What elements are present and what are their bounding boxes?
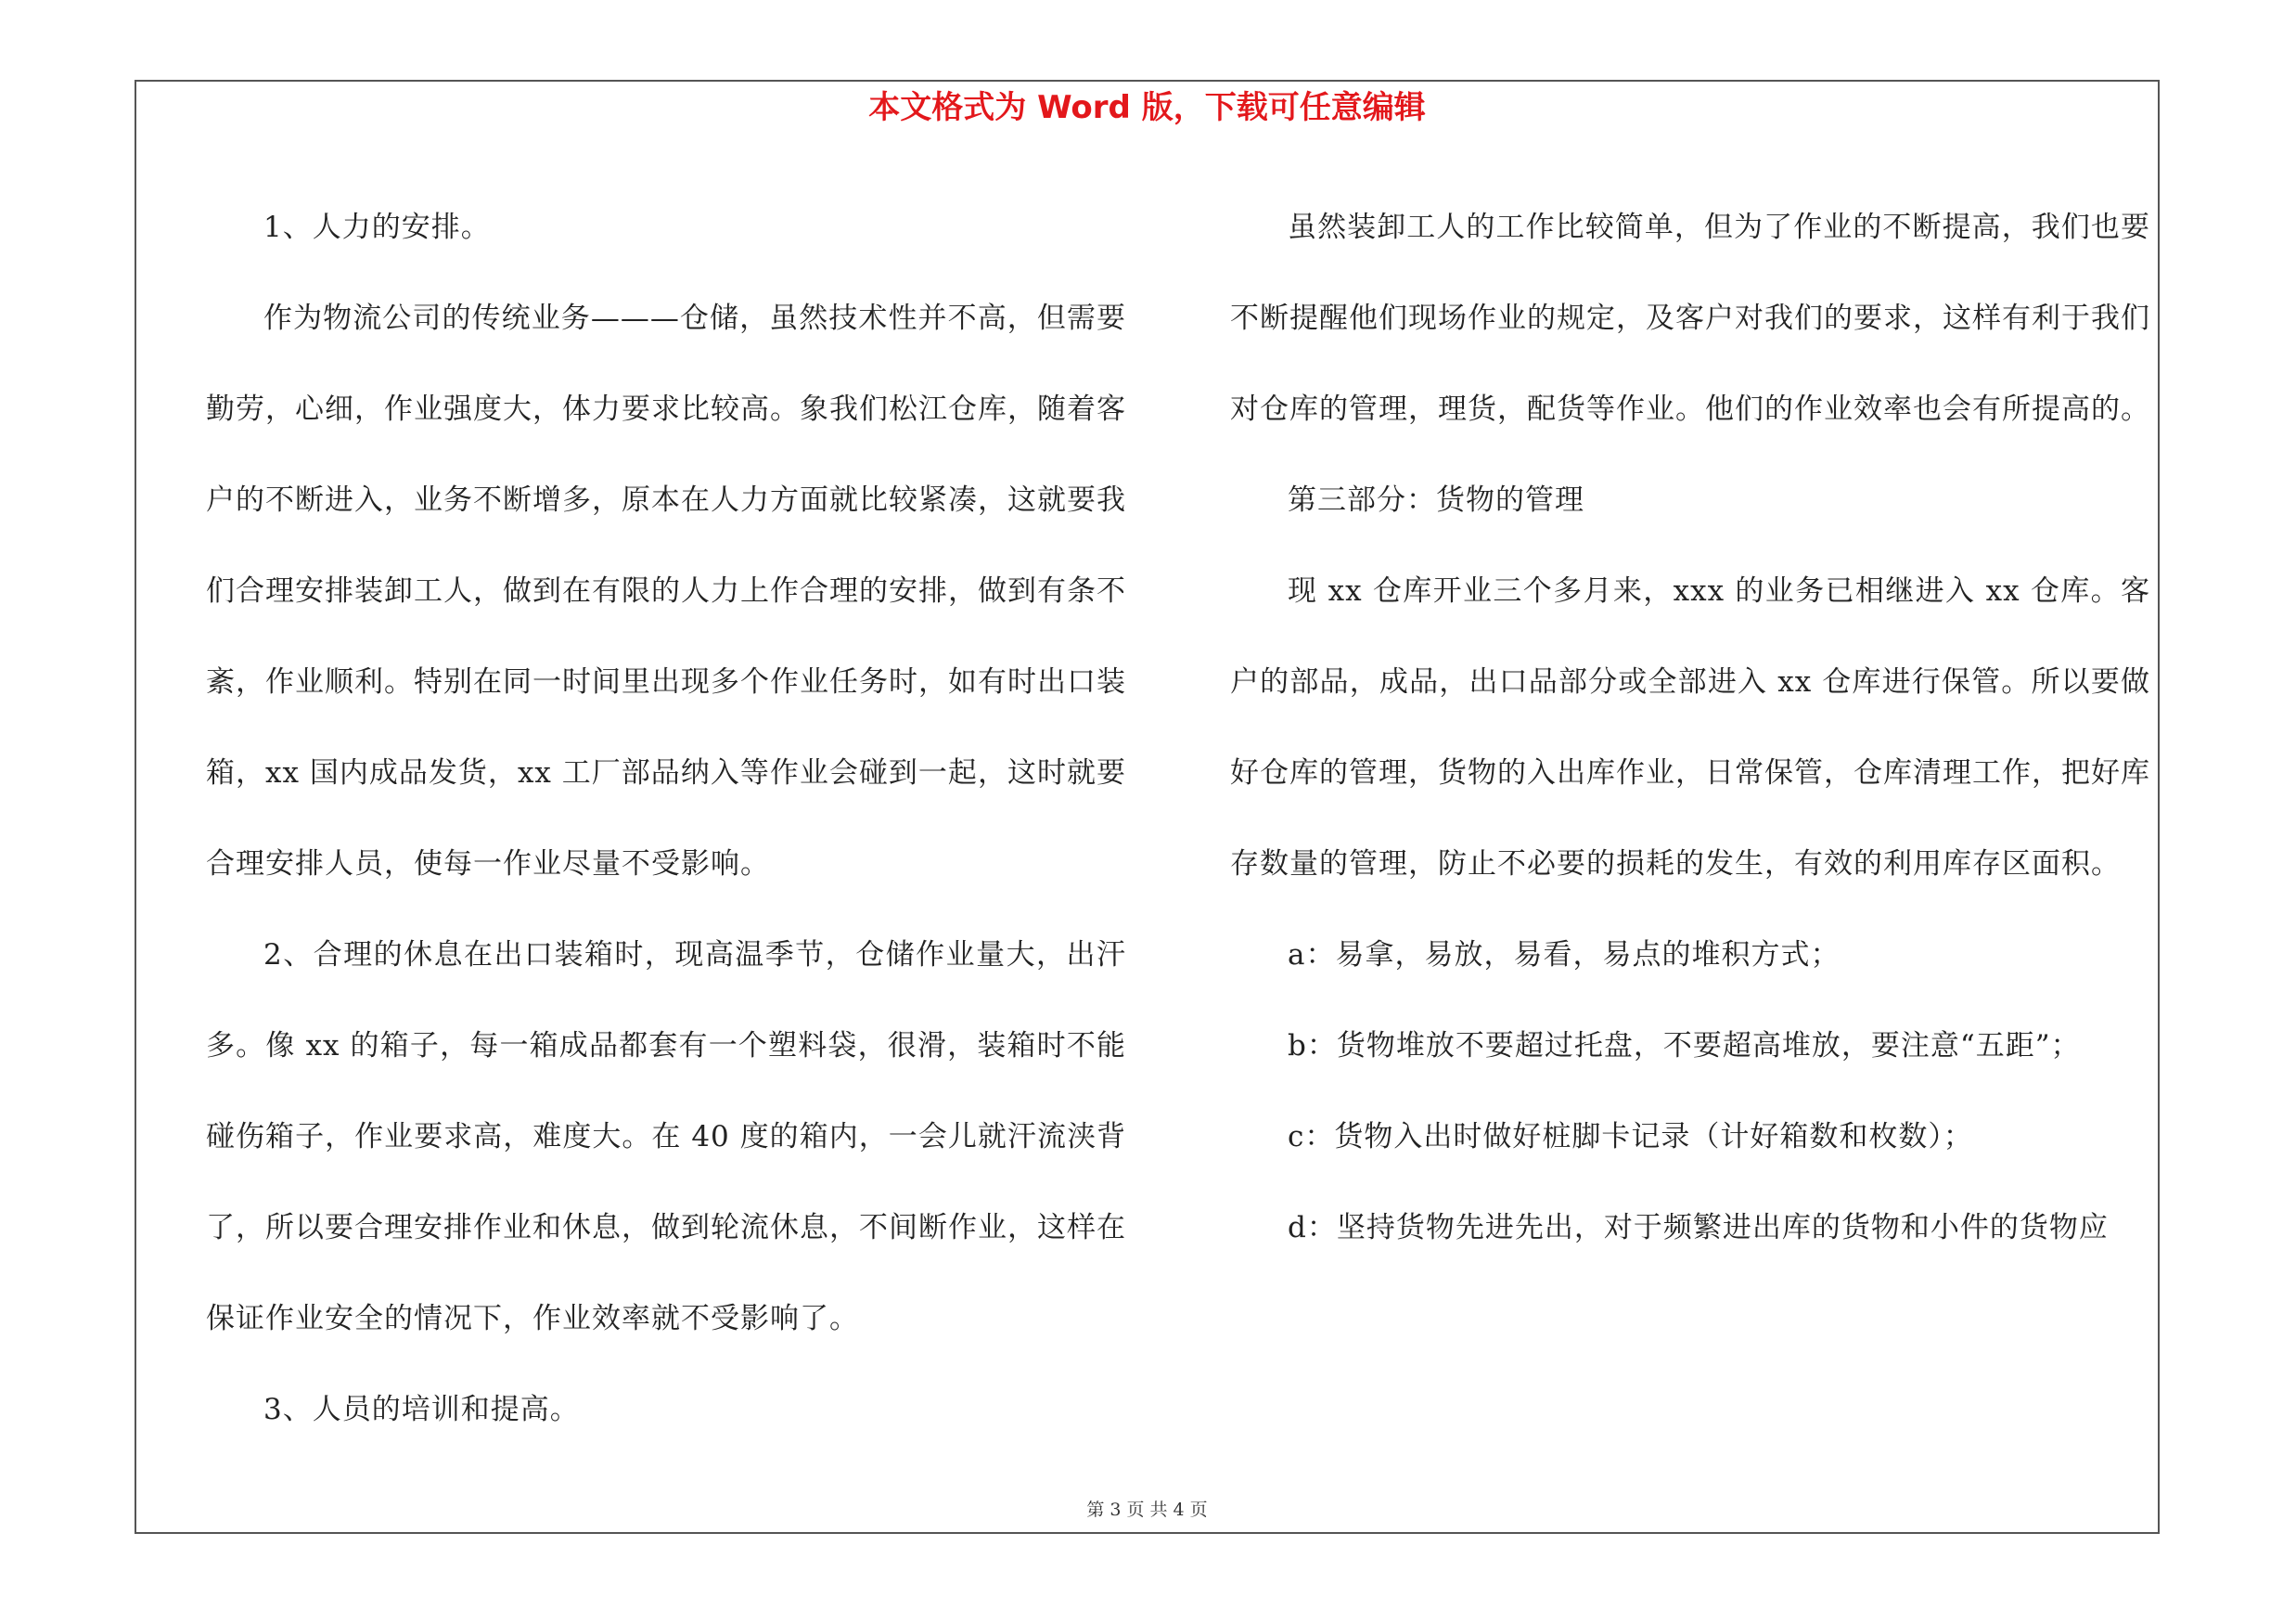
right-text-column bbox=[1230, 182, 2150, 1273]
left-text-column bbox=[206, 182, 1126, 1455]
list-item-a: a：易拿，易放，易看，易点的堆积方式； bbox=[1288, 938, 1841, 972]
list-item-b: b：货物堆放不要超过托盘，不要超高堆放，要注意“五距”； bbox=[1288, 1029, 2081, 1063]
page-number-footer: 第 3 页 共 4 页 bbox=[1086, 1500, 1208, 1520]
word-format-banner: 本文格式为 Word 版，下载可任意编辑 bbox=[868, 89, 1426, 126]
section-heading-goods-management: 第三部分：货物的管理 bbox=[1288, 483, 1584, 517]
list-item-c: c：货物入出时做好桩脚卡记录（计好箱数和枚数）； bbox=[1288, 1120, 1973, 1153]
paragraph-section-3-title: 3、人员的培训和提高。 bbox=[263, 1393, 580, 1426]
paragraph-training: 虽然装卸工人的工作比较简单，但为了作业的不断提高，我们也要不断提醒他们现场作业的规定，及客户对我们的要求，这样有利于我们对仓库的管理，理货，配货等作业。他们的作业效率也会有所提高的。 bbox=[1230, 211, 2150, 426]
paragraph-manpower: 作为物流公司的传统业务———仓储，虽然技术性并不高，但需要勤劳，心细，作业强度大，体力要求比较高。象我们松江仓库，随着客户的不断进入，业务不断增多，原本在人力方面就比较紧凑，这就要我们合理安排装卸工人，做到在有限的人力上作合理的安排，做到有条不紊，作业顺利。特别在同一时间里出现多个作业任务时，如有时出口装箱，xx 国内成品发货，xx 工厂部品纳入等作业会碰到一起，这时就要合理安排人员，使每一作业尽量不受影响。 bbox=[206, 302, 1126, 881]
paragraph-rest: 2、合理的休息在出口装箱时，现高温季节，仓储作业量大，出汗多。像 xx 的箱子，每一箱成品都套有一个塑料袋，很滑，装箱时不能碰伤箱子，作业要求高，难度大。在 40 度的箱内，一会儿就汗流浃背了，所以要合理安排作业和休息，做到轮流休息，不间断作业，这样在保证作业安全的情况下，作业效率就不受影响了。 bbox=[206, 938, 1126, 1335]
paragraph-warehouse-intro: 现 xx 仓库开业三个多月来，xxx 的业务已相继进入 xx 仓库。客户的部品，成品，出口品部分或全部进入 xx 仓库进行保管。所以要做好仓库的管理，货物的入出库作业，日常保管，仓库清理工作，把好库存数量的管理，防止不必要的损耗的发生，有效的利用库存区面积。 bbox=[1230, 574, 2150, 881]
list-item-d: d：坚持货物先进先出，对于频繁进出库的货物和小件的货物应 bbox=[1288, 1211, 2109, 1244]
paragraph-section-1-title: 1、人力的安排。 bbox=[263, 211, 491, 244]
